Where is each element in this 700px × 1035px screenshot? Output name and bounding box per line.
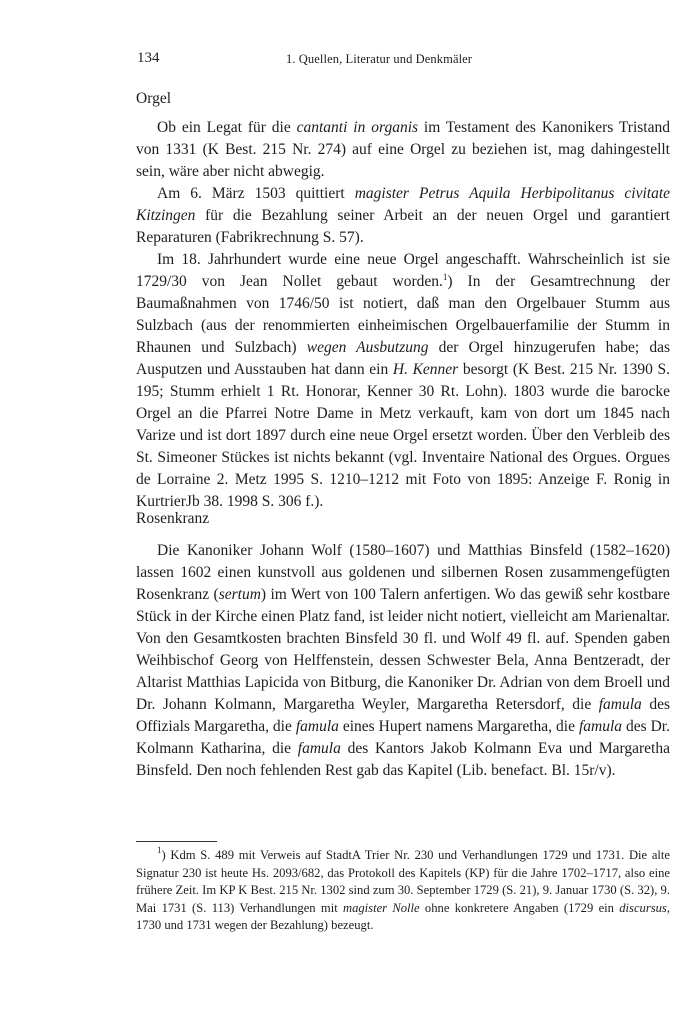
paragraph-orgel-3	[136, 249, 670, 513]
italic-text: magister Nolle	[342, 900, 420, 915]
footnote-divider	[136, 841, 217, 842]
italic-text: famula	[598, 696, 642, 713]
text: , 1730 und 1731 wegen der Bezahlung) bezeugt.	[136, 900, 670, 933]
text: Im 18. Jahrhundert wurde eine neue Orgel angeschafft. Wahrscheinlich ist sie 1729/30 von Jean Nollet gebaut worden.	[136, 251, 670, 290]
section-heading-orgel: Orgel	[136, 90, 172, 107]
italic-text: famula	[578, 718, 622, 735]
section-heading-rosenkranz: Rosenkranz	[136, 510, 210, 527]
text: ) Kdm S. 489 mit Verweis auf StadtA Trier Nr. 230 und Verhandlungen 1729 und 1731. Die alte Signatur 230 ist heute Hs. 2093/682, das Protokoll des Kapitels (KP) für die Jahre 1702–1717, also eine frühere Zeit. Im KP K Best. 215 Nr. 1302 sind zum 30. September 1729 (S. 21), 9. Januar 1730 (S. 32), 9. Mai 1731 (S. 113) Verhandlungen mit	[136, 848, 670, 915]
paragraph-rosenkranz-1	[136, 540, 670, 782]
footnote-1	[136, 847, 670, 935]
text: ) im Wert von 100 Talern anfertigen. Wo das gewiß sehr kostbare Stück in der Kirche einen Platz fand, ist leider nicht notiert, vielleicht am Marienaltar. Von den Gesamtkosten brachten Binsfeld 30 fl. und Wolf 49 fl. auf. Spenden gaben Weihbischof Georg von Helffenstein, dessen Schwester Bela, Anna Bentzeradt, der Altarist Matthias Lapicida von Bitburg, die Kanoniker Dr. Adrian von dem Broell und Dr. Johann Kolmann, Margaretha Weyler, Margaretha Retersdorf, die	[136, 586, 670, 713]
section-rosenkranz	[136, 508, 670, 782]
running-title: 1. Quellen, Literatur und Denkmäler	[286, 52, 473, 66]
italic-text: famula	[295, 718, 339, 735]
italic-text: H. Kenner	[392, 361, 459, 378]
italic-text: wegen Ausbutzung	[306, 339, 429, 356]
text: eines Hupert namens Margaretha, die	[338, 718, 579, 735]
paragraph-orgel-2	[136, 183, 670, 249]
text: ohne konkretere Angaben (1729 ein	[419, 900, 620, 915]
text: für die Bezahlung seiner Arbeit an der neuen Orgel und garantiert Reparaturen (Fabrikrechnung S. 57).	[136, 207, 670, 246]
text: der Orgel hinzugerufen habe; das Ausputzen und Ausstauben hat dann ein	[136, 339, 670, 378]
italic-text: magister Petrus Aquila Herbipolitanus civitate Kitzingen	[136, 185, 671, 224]
page-number: 134	[137, 50, 160, 66]
text: des Kantors Jakob Kolmann Eva und Margaretha Binsfeld. Den noch fehlenden Rest gab das Kapitel (Lib. benefact. Bl. 15r/v).	[136, 740, 670, 779]
section-orgel	[136, 88, 670, 513]
italic-text: discursus	[619, 900, 667, 915]
italic-text: sertum	[218, 586, 261, 603]
text: Die Kanoniker Johann Wolf (1580–1607) und Matthias Binsfeld (1582–1620) lassen 1602 einen kunstvoll aus goldenen und silbernen Rosen zusammengefügten Rosenkranz (	[136, 542, 670, 603]
page-header	[136, 50, 670, 70]
paragraph-orgel-1	[136, 117, 670, 183]
italic-text: famula	[297, 740, 341, 757]
text: Am 6. März 1503 quittiert	[157, 185, 355, 202]
text: Ob ein Legat für die	[157, 119, 297, 136]
footnote-marker: 1	[157, 845, 162, 855]
text: im Testament des Kanonikers Tristand von 1331 (K Best. 215 Nr. 274) auf eine Orgel zu beziehen ist, mag dahingestellt sein, wäre aber nicht abwegig.	[136, 119, 670, 180]
text: des Dr. Kolmann Katharina, die	[136, 718, 670, 757]
footnote-reference: 1	[442, 272, 448, 282]
text: besorgt (K Best. 215 Nr. 1390 S. 195; Stumm erhielt 1 Rt. Honorar, Kenner 30 Rt. Lohn). 1803 wurde die barocke Orgel an die Pfarrei Notre Dame in Metz verkauft, kam von dort um 1845 nach Varize und ist dort 1897 durch eine neue Orgel ersetzt worden. Über den Verbleib des St. Simeoner Stückes ist nichts bekannt (vgl. Inventaire National des Orgues. Orgues de Lorraine 2. Metz 1995 S. 1210–1212 mit Foto von 1895: Anzeige F. Ronig in KurtrierJb 38. 1998 S. 306 f.).	[136, 361, 670, 510]
text: des Offizials Margaretha, die	[136, 696, 670, 735]
text: ) In der Gesamtrechnung der Baumaßnahmen von 1746/50 ist notiert, daß man den Orgelbauer Stumm aus Sulzbach (aus der renommierten einheimischen Orgelbauerfamilie der Stumm in Rhaunen und Sulzbach)	[136, 273, 670, 356]
italic-text: cantanti in organis	[296, 119, 419, 136]
